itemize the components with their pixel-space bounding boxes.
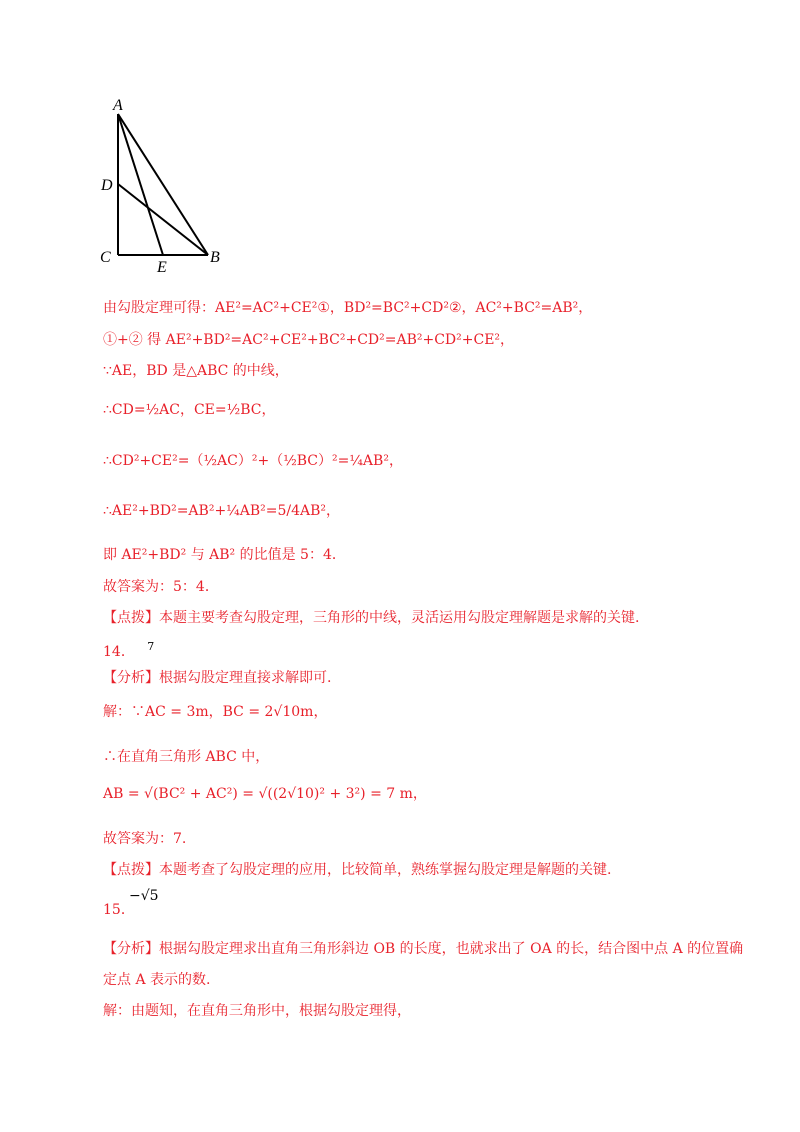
label-c: C [100, 249, 111, 266]
text-line-11: 解：∵AC = 3m，BC = 2√10m， [103, 704, 328, 720]
question-14-answer: 7 [147, 640, 155, 653]
segment-ab [118, 114, 208, 255]
question-14-number: 14． [103, 644, 135, 660]
text-line-8: 故答案为：5：4． [103, 579, 219, 595]
text-line-17: 解：由题知，在直角三角形中，根据勾股定理得， [103, 1003, 411, 1019]
text-line-3: ∵AE，BD 是△ABC 的中线， [103, 363, 289, 379]
text-line-14: 故答案为：7. [103, 831, 187, 847]
question-15-number: 15． [103, 902, 135, 918]
text-line-16a: 【分析】根据勾股定理求出直角三角形斜边 OB 的长度，也就求出了 OA 的长，结合图中点 A 的位置确 [103, 941, 744, 957]
triangle-figure [0, 0, 800, 300]
segment-db [118, 184, 208, 255]
question-15-answer: −√5 [129, 888, 159, 904]
text-line-13: AB = √(BC² + AC²) = √((2√10)² + 3²) = 7 m， [103, 786, 427, 802]
text-line-7: 即 AE²+BD² 与 AB² 的比值是 5：4． [103, 547, 346, 563]
text-line-10: 【分析】根据勾股定理直接求解即可. [103, 670, 332, 686]
text-line-5: ∴CD²+CE²=（½AC）²+（½BC）²=¼AB²， [103, 453, 403, 469]
text-line-2: ①+② 得 AE²+BD²=AC²+CE²+BC²+CD²=AB²+CD²+CE²， [103, 332, 515, 348]
text-line-12: ∴在直角三角形 ABC 中， [103, 749, 270, 765]
text-line-6: ∴AE²+BD²=AB²+¼AB²=5/4AB²， [103, 503, 341, 519]
text-line-9: 【点拨】本题主要考查勾股定理，三角形的中线，灵活运用勾股定理解题是求解的关键. [103, 610, 640, 626]
text-line-4: ∴CD=½AC，CE=½BC， [103, 402, 276, 418]
label-e: E [157, 259, 167, 276]
label-a: A [113, 97, 123, 114]
text-line-16b: 定点 A 表示的数. [103, 972, 211, 988]
segment-ae [118, 114, 163, 255]
text-line-15: 【点拨】本题考查了勾股定理的应用，比较简单，熟练掌握勾股定理是解题的关键. [103, 862, 612, 878]
question-14 [103, 638, 154, 661]
question-15 [103, 888, 159, 919]
label-d: D [101, 177, 113, 194]
text-line-1: 由勾股定理可得：AE²=AC²+CE²①，BD²=BC²+CD²②，AC²+BC²=AB²， [103, 300, 593, 316]
label-b: B [210, 249, 220, 266]
